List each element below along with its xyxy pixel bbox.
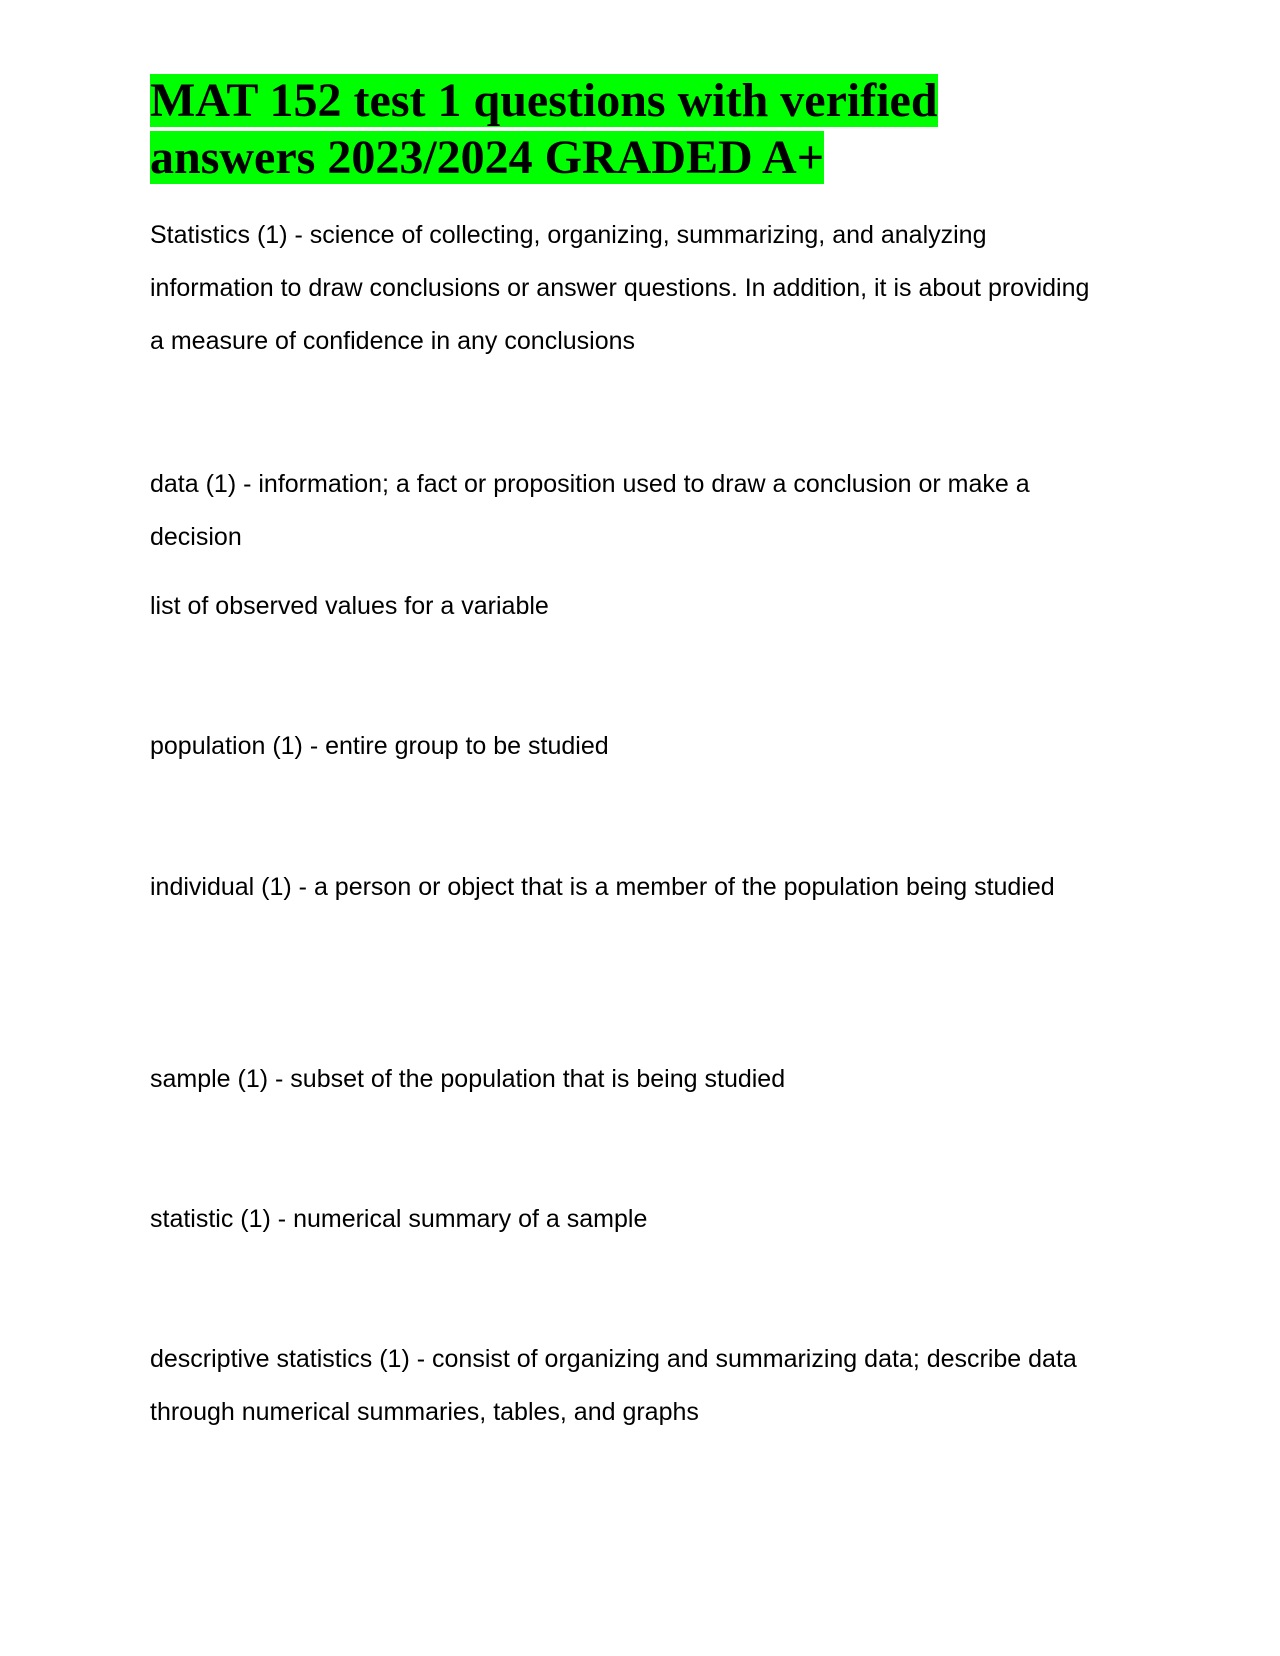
- entry-descriptive-statistics: descriptive statistics (1) - consist of organizing and summarizing data; describe data through numerical summaries, tables, and graphs: [150, 1345, 1077, 1426]
- entry-individual: individual (1) - a person or object that is a member of the population being studied: [150, 873, 1055, 901]
- document-title: [150, 72, 1110, 186]
- entry-population: population (1) - entire group to be studied: [150, 732, 609, 760]
- entry-statistic: statistic (1) - numerical summary of a sample: [150, 1205, 648, 1233]
- title-highlight: MAT 152 test 1 questions with verified answers 2023/2024 GRADED A+: [150, 74, 938, 184]
- entry-sample: sample (1) - subset of the population that is being studied: [150, 1065, 786, 1093]
- entry-data: data (1) - information; a fact or proposition used to draw a conclusion or make a decision: [150, 470, 1030, 551]
- entry-data-continued: list of observed values for a variable: [150, 592, 549, 620]
- entry-statistics: Statistics (1) - science of collecting, organizing, summarizing, and analyzing information to draw conclusions or answer questions. In addition, it is about providing a measure of confidence in any conclusions: [150, 221, 1090, 355]
- document-page: [150, 72, 1110, 186]
